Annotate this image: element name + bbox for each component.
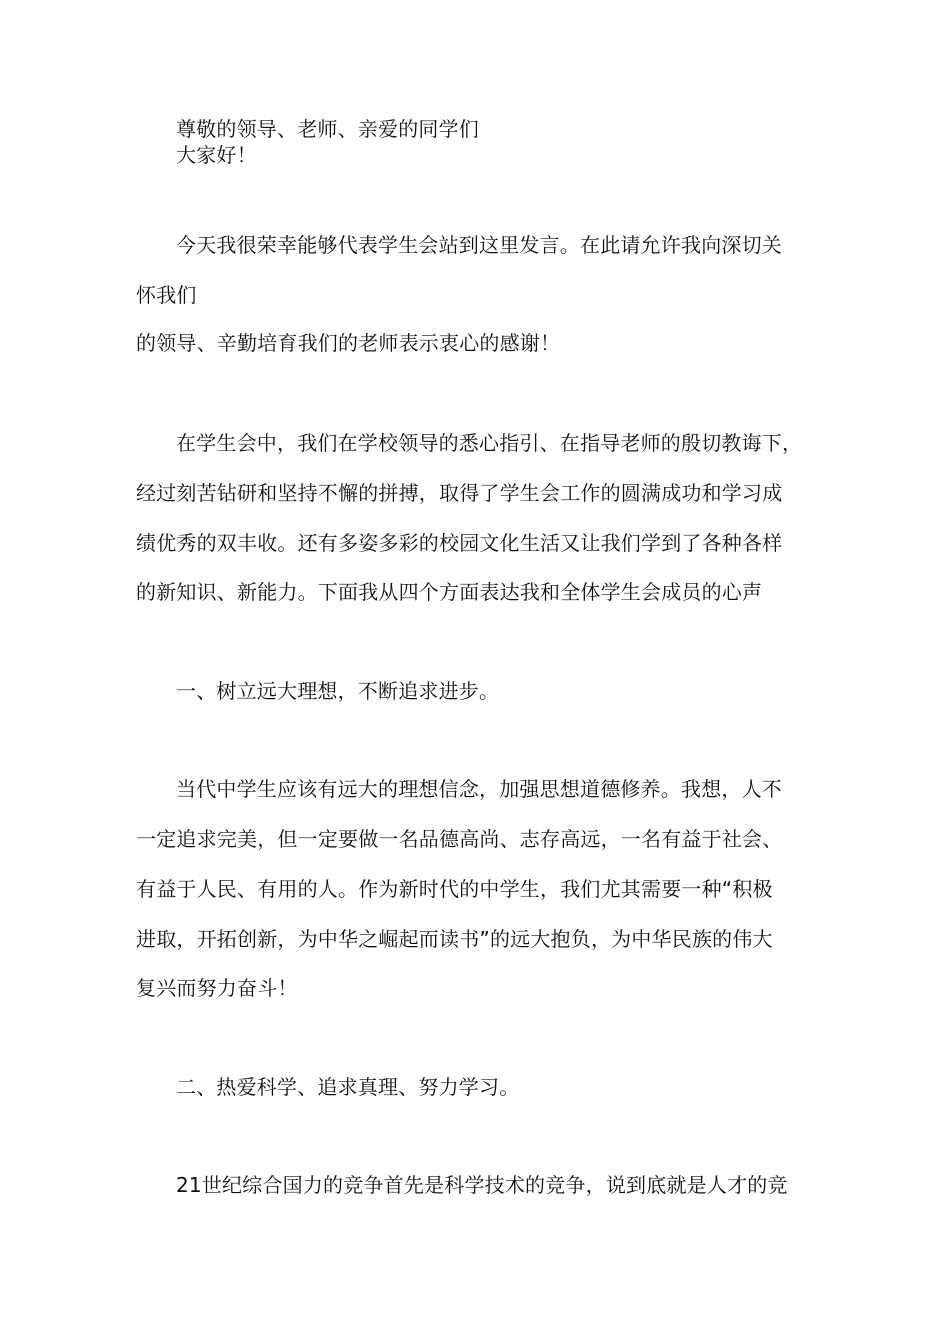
- paragraph-line: 进取，开拓创新，为中华之崛起而读书”的远大抱负，为中华民族的伟大: [136, 927, 773, 951]
- paragraph-line: 经过刻苦钻研和坚持不懈的拼搏，取得了学生会工作的圆满成功和学习成: [136, 481, 783, 505]
- paragraph-line: 怀我们: [136, 283, 197, 307]
- paragraph-line: 21世纪综合国力的竞争首先是科学技术的竞争，说到底就是人才的竞: [176, 1173, 788, 1197]
- paragraph-line: 在学生会中，我们在学校领导的悉心指引、在指导老师的殷切教诲下，: [176, 431, 803, 455]
- section-heading: 二、热爱科学、追求真理、努力学习。: [176, 1075, 520, 1099]
- paragraph-line: 今天我很荣幸能够代表学生会站到这里发言。在此请允许我向深切关: [176, 233, 782, 257]
- paragraph-line: 一定追求完美，但一定要做一名品德高尚、志存高远，一名有益于社会、: [136, 827, 783, 851]
- paragraph-line: 绩优秀的双丰收。还有多姿多彩的校园文化生活又让我们学到了各种各样: [136, 531, 783, 555]
- paragraph-line: 的新知识、新能力。下面我从四个方面表达我和全体学生会成员的心声: [136, 580, 763, 604]
- paragraph-line: 复兴而努力奋斗！: [136, 976, 298, 1000]
- section-heading: 一、树立远大理想，不断追求进步。: [176, 679, 500, 703]
- paragraph-line: 当代中学生应该有远大的理想信念，加强思想道德修养。我想，人不: [176, 777, 782, 801]
- greeting-line: 大家好！: [176, 143, 257, 167]
- greeting-line: 尊敬的领导、老师、亲爱的同学们: [176, 117, 479, 141]
- paragraph-line: 的领导、辛勤培育我们的老师表示衷心的感谢！: [136, 331, 561, 355]
- paragraph-line: 有益于人民、有用的人。作为新时代的中学生，我们尤其需要一种“积极: [136, 877, 773, 901]
